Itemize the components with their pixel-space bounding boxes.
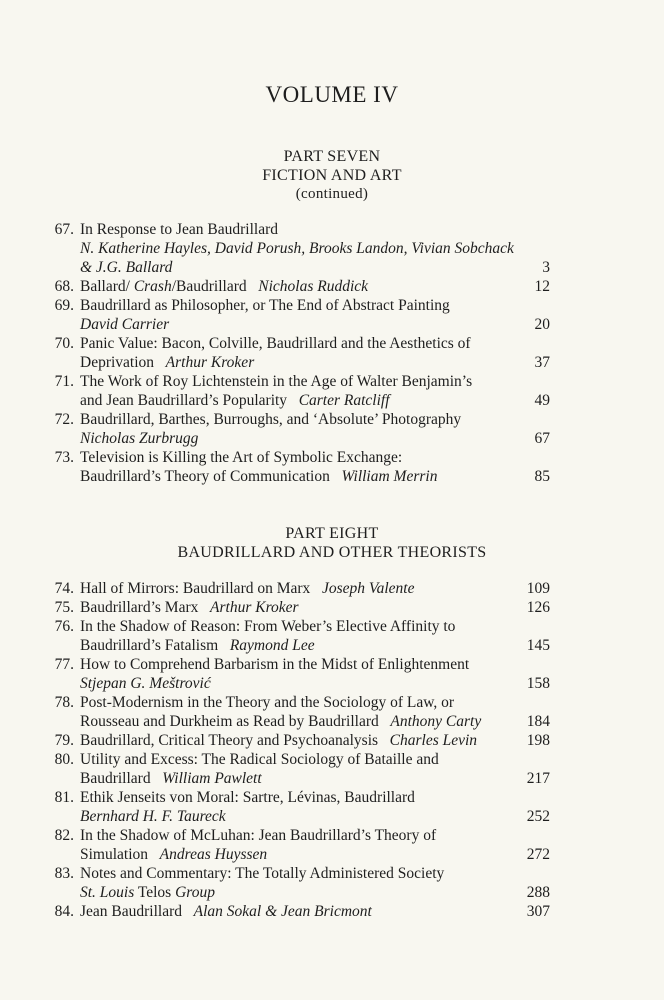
entry-title: Panic Value: Bacon, Colville, Baudrillard and the Aesthetics of	[80, 335, 471, 352]
entry-title: In the Shadow of McLuhan: Jean Baudrillard’s Theory of	[80, 827, 437, 844]
entry-text	[80, 220, 278, 239]
toc-entry	[0, 579, 664, 598]
toc-entry-line	[0, 429, 664, 448]
part-title: PART EIGHT	[285, 525, 379, 542]
toc-entry-line	[0, 845, 664, 864]
entry-text	[80, 579, 414, 598]
toc-entry-line	[0, 296, 664, 315]
entry-text	[80, 372, 472, 391]
toc-entry-line	[0, 410, 664, 429]
entry-title: Baudrillard, Critical Theory and Psychoanalysis	[80, 732, 390, 749]
toc-entry-line	[0, 864, 664, 883]
entry-author: Carter Ratcliff	[298, 392, 390, 409]
toc-entry-line	[0, 674, 664, 693]
toc-entry	[0, 410, 664, 448]
toc-entry-line	[0, 239, 664, 258]
toc-entry-line	[0, 353, 664, 372]
entry-number: 69.	[54, 297, 74, 314]
toc-entry-line	[0, 769, 664, 788]
entry-title: Post-Modernism in the Theory and the Sociology of Law, or	[80, 694, 455, 711]
entry-title: Rousseau and Durkheim as Read by Baudrillard	[80, 713, 391, 730]
page-number: 67	[534, 430, 550, 447]
entry-author: Arthur Kroker	[210, 599, 299, 616]
entry-text	[80, 315, 169, 334]
entry-number: 80.	[54, 751, 74, 768]
entry-text	[80, 410, 461, 429]
entry-text	[80, 448, 402, 467]
entry-text	[80, 617, 455, 636]
page-number: 145	[526, 637, 550, 654]
toc-entry-line	[0, 598, 664, 617]
toc-entry-line	[0, 617, 664, 636]
entry-author: Group	[175, 884, 215, 901]
entry-author: Crash	[133, 278, 172, 295]
page-number: 37	[534, 354, 550, 371]
entry-text	[80, 864, 444, 883]
toc-entry-line	[0, 902, 664, 921]
entry-number: 71.	[54, 373, 74, 390]
toc-entry-line	[0, 655, 664, 674]
entry-title: and Jean Baudrillard’s Popularity	[80, 392, 299, 409]
entry-title: Utility and Excess: The Radical Sociology of Bataille and	[80, 751, 439, 768]
entry-number: 76.	[54, 618, 74, 635]
part-note: (continued)	[295, 186, 369, 202]
entry-text	[80, 769, 262, 788]
entry-text	[80, 788, 415, 807]
page-number: 109	[526, 580, 550, 597]
entry-author: Bernhard H. F. Taureck	[80, 808, 226, 825]
toc-entry-line	[0, 277, 664, 296]
entry-text	[80, 750, 439, 769]
toc-entry-line	[0, 807, 664, 826]
entry-text	[80, 826, 436, 845]
entry-text	[80, 429, 198, 448]
part-heading	[0, 147, 664, 204]
entry-number: 72.	[54, 411, 74, 428]
entry-author: Andreas Huyssen	[159, 846, 268, 863]
entry-number: 77.	[54, 656, 74, 673]
entry-author: Nicholas Ruddick	[258, 278, 369, 295]
entry-author: Anthony Carty	[390, 713, 482, 730]
entry-author: Charles Levin	[389, 732, 478, 749]
volume-title: VOLUME IV	[265, 82, 399, 107]
entry-title: In Response to Jean Baudrillard	[80, 221, 279, 238]
page-number: 85	[534, 468, 550, 485]
entry-title: Baudrillard’s Marx	[80, 599, 211, 616]
entry-number: 75.	[54, 599, 74, 616]
page-number: 217	[526, 770, 550, 787]
entry-text	[80, 674, 211, 693]
entry-author: Nicholas Zurbrugg	[80, 430, 199, 447]
entry-author: Stjepan G. Meštrović	[80, 675, 211, 692]
entry-author: & J.G. Ballard	[80, 259, 173, 276]
entry-author: Joseph Valente	[321, 580, 415, 597]
toc-entry	[0, 277, 664, 296]
toc-entry-line	[0, 826, 664, 845]
entry-title: /Baudrillard	[171, 278, 259, 295]
toc-entry-line	[0, 448, 664, 467]
entry-number: 68.	[54, 278, 74, 295]
entry-text	[80, 845, 267, 864]
page-number: 288	[526, 884, 550, 901]
entry-number: 82.	[54, 827, 74, 844]
toc-entry-line	[0, 579, 664, 598]
toc-entry-line	[0, 693, 664, 712]
part-title: PART SEVEN	[283, 148, 381, 165]
entry-text	[80, 467, 437, 486]
toc-entry	[0, 220, 664, 277]
toc-entry-line	[0, 788, 664, 807]
toc-entry	[0, 598, 664, 617]
toc-entry	[0, 826, 664, 864]
toc-entry-line	[0, 750, 664, 769]
toc-entry	[0, 788, 664, 826]
part-subtitle: BAUDRILLARD AND OTHER THEORISTS	[177, 544, 487, 561]
entry-text	[80, 334, 471, 353]
entry-title: Baudrillard as Philosopher, or The End of Abstract Painting	[80, 297, 450, 314]
toc-entry-line	[0, 883, 664, 902]
entry-text	[80, 712, 481, 731]
entry-number: 74.	[54, 580, 74, 597]
entry-title: Deprivation	[80, 354, 166, 371]
toc-entry-line	[0, 372, 664, 391]
entry-author: N. Katherine Hayles, David Porush, Brooks Landon, Vivian Sobchack	[80, 240, 514, 257]
page-number: 12	[534, 278, 550, 295]
toc-entry	[0, 731, 664, 750]
page-number: 49	[534, 392, 550, 409]
entry-number: 70.	[54, 335, 74, 352]
entry-author: Alan Sokal & Jean Bricmont	[193, 903, 372, 920]
toc-entry-line	[0, 731, 664, 750]
entry-number: 78.	[54, 694, 74, 711]
toc-entry-line	[0, 712, 664, 731]
entry-title: Simulation	[80, 846, 160, 863]
toc-entry-line	[0, 636, 664, 655]
toc-entry	[0, 296, 664, 334]
page-number: 20	[534, 316, 550, 333]
toc-entry-line	[0, 391, 664, 410]
toc-entry	[0, 655, 664, 693]
entry-title: In the Shadow of Reason: From Weber’s Elective Affinity to	[80, 618, 456, 635]
entry-text	[80, 353, 254, 372]
entry-number: 81.	[54, 789, 74, 806]
entry-title: Baudrillard	[80, 770, 163, 787]
toc-entry	[0, 750, 664, 788]
entry-title: How to Comprehend Barbarism in the Midst of Enlightenment	[80, 656, 470, 673]
toc-entry-line	[0, 258, 664, 277]
entry-text	[80, 277, 368, 296]
toc-entry	[0, 693, 664, 731]
entry-title: Baudrillard, Barthes, Burroughs, and ‘Absolute’ Photography	[80, 411, 462, 428]
entry-author: St. Louis	[80, 884, 135, 901]
entry-number: 67.	[54, 221, 74, 238]
entry-title: Baudrillard’s Fatalism	[80, 637, 230, 654]
toc-entry	[0, 617, 664, 655]
part-subtitle: FICTION AND ART	[262, 167, 402, 184]
part-heading	[0, 524, 664, 562]
entry-text	[80, 391, 390, 410]
entry-title: Ballard/	[80, 278, 134, 295]
toc-list	[0, 579, 664, 921]
entry-number: 73.	[54, 449, 74, 466]
page-number: 307	[526, 903, 550, 920]
entry-number: 79.	[54, 732, 74, 749]
entry-number: 84.	[54, 903, 74, 920]
toc-list	[0, 220, 664, 486]
entry-title: The Work of Roy Lichtenstein in the Age of Walter Benjamin’s	[80, 373, 473, 390]
page-number: 184	[526, 713, 550, 730]
entry-title: Hall of Mirrors: Baudrillard on Marx	[80, 580, 322, 597]
entry-title: Television is Killing the Art of Symbolic Exchange:	[80, 449, 403, 466]
entry-text	[80, 655, 469, 674]
entry-text	[80, 258, 172, 277]
entry-title: Jean Baudrillard	[80, 903, 194, 920]
entry-author: William Pawlett	[162, 770, 262, 787]
toc-entry-line	[0, 467, 664, 486]
page-number: 252	[526, 808, 550, 825]
entry-text	[80, 807, 226, 826]
entry-title: Baudrillard’s Theory of Communication	[80, 468, 342, 485]
entry-author: David Carrier	[80, 316, 170, 333]
entry-text	[80, 902, 372, 921]
entry-number: 83.	[54, 865, 74, 882]
toc-entry-line	[0, 220, 664, 239]
entry-title: Telos	[134, 884, 176, 901]
entry-text	[80, 731, 477, 750]
entry-author: William Merrin	[341, 468, 438, 485]
toc-entry	[0, 334, 664, 372]
toc-entry-line	[0, 315, 664, 334]
entry-text	[80, 636, 315, 655]
entry-text	[80, 239, 514, 258]
entry-text	[80, 693, 454, 712]
page-number: 272	[526, 846, 550, 863]
entry-title: Ethik Jenseits von Moral: Sartre, Lévinas, Baudrillard	[80, 789, 415, 806]
entry-author: Raymond Lee	[229, 637, 315, 654]
page-number: 126	[526, 599, 550, 616]
toc-entry	[0, 448, 664, 486]
toc-entry-line	[0, 334, 664, 353]
entry-text	[80, 598, 299, 617]
toc-entry	[0, 902, 664, 921]
page-number: 3	[542, 259, 550, 276]
entry-text	[80, 296, 450, 315]
toc-entry	[0, 864, 664, 902]
entry-text	[80, 883, 215, 902]
entry-author: Arthur Kroker	[165, 354, 255, 371]
toc-entry	[0, 372, 664, 410]
page-number: 158	[526, 675, 550, 692]
entry-title: Notes and Commentary: The Totally Administered Society	[80, 865, 445, 882]
page-number: 198	[526, 732, 550, 749]
